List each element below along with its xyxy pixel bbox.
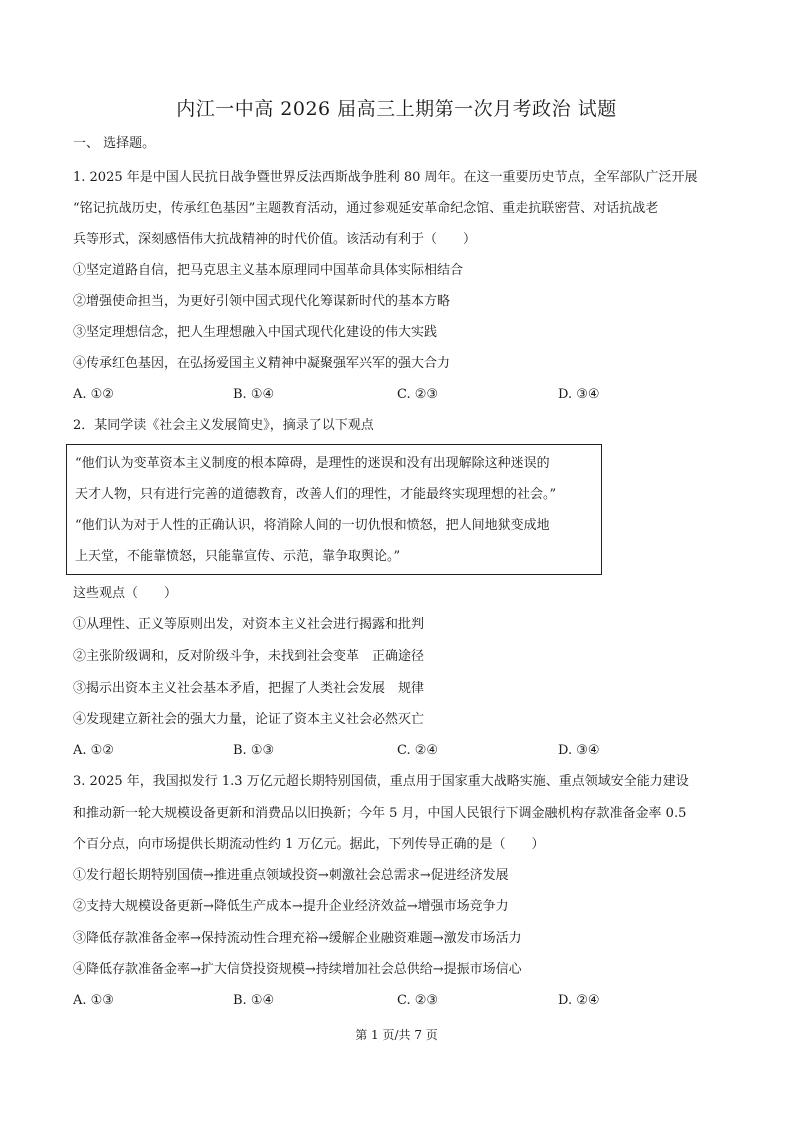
- q2-options: [73, 743, 733, 759]
- q2-quote-line-1: “他们认为变革资本主义制度的根本障碍，是理性的迷误和没有出现解除这种迷误的: [75, 456, 550, 471]
- q3-option-a[interactable]: A. ①③: [73, 993, 114, 1008]
- q1-item-1: ①坚定道路自信，把马克思主义基本原理同中国革命具体实际相结合: [73, 263, 464, 278]
- q1-stem-line-1: 1. 2025 年是中国人民抗日战争暨世界反法西斯战争胜利 80 周年。在这一重要历史节点，全军部队广泛开展: [73, 170, 698, 185]
- q2-question: 这些观点（ ）: [73, 586, 178, 601]
- q3-stem-line-3: 个百分点，向市场提供长期流动性约 1 万亿元。据此，下列传导正确的是（ ）: [73, 837, 545, 852]
- q2-item-2: ②主张阶级调和，反对阶级斗争，未找到社会变革 正确途径: [73, 649, 425, 664]
- q3-stem-line-1: 3. 2025 年，我国拟发行 1.3 万亿元超长期特别国债，重点用于国家重大战略实施、重点领域安全能力建设: [73, 774, 689, 789]
- q3-item-1: ①发行超长期特别国债→推进重点领域投资→刺激社会总需求→促进经济发展: [73, 868, 509, 883]
- q3-option-d[interactable]: D. ②④: [558, 993, 600, 1008]
- exam-title: 内江一中高 2026 届高三上期第一次月考政治 试题: [176, 98, 617, 120]
- q3-option-b[interactable]: B. ①④: [233, 993, 275, 1008]
- q2-quote-line-4: 上天堂，不能靠愤怒，只能靠宣传、示范，靠争取舆论。”: [75, 549, 401, 564]
- q3-item-3: ③降低存款准备金率→保持流动性合理充裕→缓解企业融资难题→激发市场活力: [73, 931, 522, 946]
- q2-quote-line-2: 天才人物，只有进行完善的道德教育，改善人们的理性，才能最终实现理想的社会。”: [75, 487, 557, 502]
- q1-stem-line-3: 兵等形式，深刻感悟伟大抗战精神的时代价值。该活动有利于（ ）: [73, 232, 477, 247]
- q2-quote-box: [66, 444, 602, 575]
- q1-item-3: ③坚定理想信念，把人生理想融入中国式现代化建设的伟大实践: [73, 325, 438, 340]
- q2-option-c[interactable]: C. ②④: [397, 743, 439, 758]
- q1-item-4: ④传承红色基因，在弘扬爱国主义精神中凝聚强军兴军的强大合力: [73, 356, 451, 371]
- q2-item-1: ①从理性、正义等原则出发，对资本主义社会进行揭露和批判: [73, 617, 425, 632]
- q3-item-4: ④降低存款准备金率→扩大信贷投资规模→持续增加社会总供给→提振市场信心: [73, 962, 522, 977]
- q1-stem-line-2: “铭记抗战历史，传承红色基因”主题教育活动，通过参观延安革命纪念馆、重走抗联密营、对话抗战老: [73, 201, 659, 216]
- q3-options: [73, 993, 733, 1009]
- q2-stem: 2．某同学读《社会主义发展简史》，摘录了以下观点: [73, 418, 374, 433]
- q1-option-c[interactable]: C. ②③: [397, 387, 439, 402]
- q1-option-a[interactable]: A. ①②: [73, 387, 114, 402]
- q1-item-2: ②增强使命担当，为更好引领中国式现代化筹谋新时代的基本方略: [73, 294, 451, 309]
- q3-item-2: ②支持大规模设备更新→降低生产成本→提升企业经济效益→增强市场竞争力: [73, 899, 509, 914]
- q2-option-d[interactable]: D. ③④: [558, 743, 600, 758]
- q2-item-3: ③揭示出资本主义社会基本矛盾，把握了人类社会发展 规律: [73, 681, 425, 696]
- q1-option-d[interactable]: D. ③④: [558, 387, 600, 402]
- q3-option-c[interactable]: C. ②③: [397, 993, 439, 1008]
- q1-option-b[interactable]: B. ①④: [233, 387, 275, 402]
- q2-option-a[interactable]: A. ①②: [73, 743, 114, 758]
- q2-item-4: ④发现建立新社会的强大力量，论证了资本主义社会必然灭亡: [73, 712, 425, 727]
- q2-quote-line-3: “他们认为对于人性的正确认识，将消除人间的一切仇恨和愤怒，把人间地狱变成地: [75, 518, 550, 533]
- section-heading: 一、 选择题。: [73, 136, 156, 151]
- q2-option-b[interactable]: B. ①③: [233, 743, 275, 758]
- page-footer: 第 1 页/共 7 页: [355, 1028, 438, 1042]
- q1-options: [73, 387, 733, 403]
- q3-stem-line-2: 和推动新一轮大规模设备更新和消费品以旧换新；今年 5 月，中国人民银行下调金融机构存款准备金率 0.5: [73, 806, 687, 821]
